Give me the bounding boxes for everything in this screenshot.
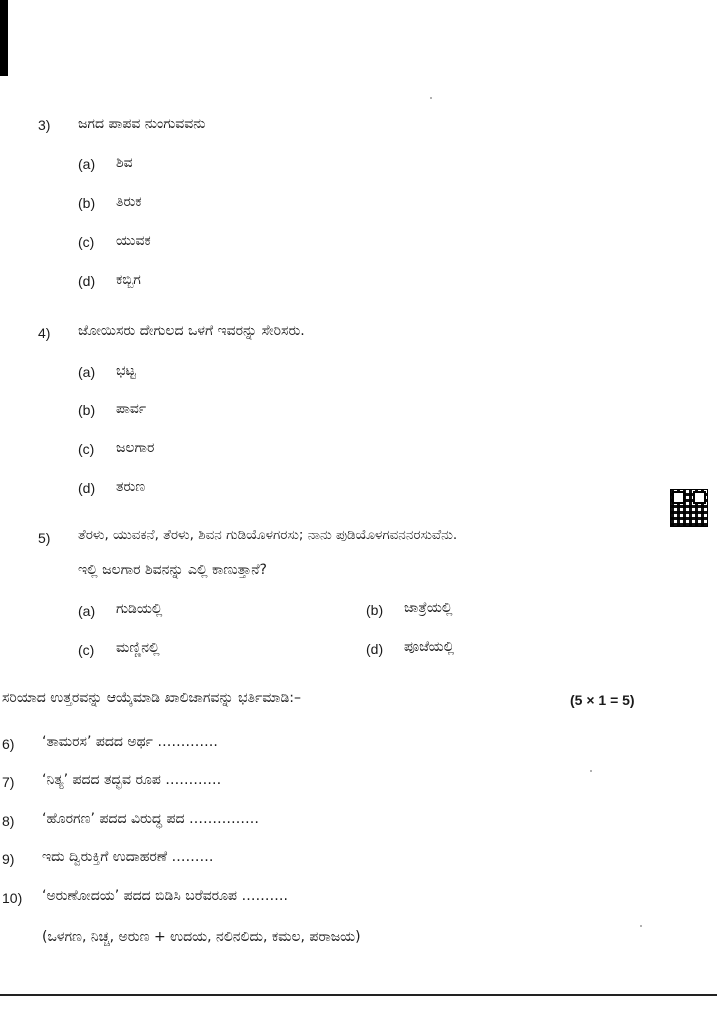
option-label: (d): [78, 273, 96, 289]
option-text: ಯುವಕ: [116, 233, 151, 249]
scan-speck: [640, 925, 642, 927]
question-text: ‘ಹೊರಗಣ’ ಪದದ ವಿರುದ್ಧ ಪದ ……………: [42, 811, 259, 827]
option-text: ಶಿವ: [116, 155, 133, 171]
question-number: 3): [38, 117, 51, 133]
question-text: ‘ನಿತ್ಯ’ ಪದದ ತದ್ಭವ ರೂಪ …………: [42, 772, 222, 788]
option-label: (c): [78, 234, 95, 250]
qr-code-icon: [670, 489, 708, 527]
question-text: ಇದು ದ್ವಿರುಕ್ತಿಗೆ ಉದಾಹರಣೆ ………: [42, 849, 214, 865]
question-number: 10): [2, 890, 23, 906]
question-text: ಜಗದ ಪಾಪವ ನುಂಗುವವನು: [78, 116, 206, 132]
page-margin-bar: [0, 0, 8, 76]
option-label: (b): [78, 402, 96, 418]
scan-speck: [590, 770, 592, 772]
scan-speck: [430, 97, 432, 99]
option-text: ಗುಡಿಯಲ್ಲಿ: [116, 601, 163, 617]
question-number: 8): [2, 813, 15, 829]
option-text: ತರುಣ: [116, 479, 146, 495]
option-label: (c): [78, 441, 95, 457]
option-text: ಪೂಜೆಯಲ್ಲಿ: [404, 639, 455, 655]
question-number: 4): [38, 325, 51, 341]
option-label: (c): [78, 642, 95, 658]
option-text: ಮಣ್ಣಿನಲ್ಲಿ: [116, 640, 160, 656]
option-label: (a): [78, 603, 96, 619]
option-text: ಭಟ್ಟ: [116, 363, 136, 379]
option-label: (b): [78, 195, 96, 211]
option-text: ಜಲಗಾರ: [116, 440, 155, 456]
option-label: (a): [78, 364, 96, 380]
option-text: ಕಬ್ಬಿಗ: [116, 272, 141, 288]
option-label: (d): [366, 641, 384, 657]
question-text: ‘ಅರುಣೋದಯ’ ಪದದ ಬಿಡಿಸಿ ಬರೆವರೂಪ ……….: [42, 888, 288, 904]
question-text: ತೆರಳು, ಯುವಕನೆ, ತೆರಳು, ಶಿವನ ಗುಡಿಯೊಳಗರಸು; ನಾನು ಪುಡಿಯೊಳಗವನನರಸುವೆನು.: [78, 527, 458, 543]
question-text: ಜೋಯಿಸರು ದೇಗುಲದ ಒಳಗೆ ಇವರನ್ನು ಸೇರಿಸರು.: [78, 323, 305, 339]
question-subtext: ಇಲ್ಲಿ ಜಲಗಾರ ಶಿವನನ್ನು ಎಲ್ಲಿ ಕಾಣುತ್ತಾನೆ?: [78, 562, 267, 578]
option-text: ಪಾರ್ವ: [116, 401, 147, 417]
option-label: (b): [366, 602, 384, 618]
option-label: (a): [78, 156, 96, 172]
question-number: 9): [2, 851, 15, 867]
section-marks: (5 × 1 = 5): [570, 692, 635, 708]
question-text: ‘ತಾಮರಸ’ ಪದದ ಅರ್ಥ ………….: [42, 734, 218, 750]
section-instruction: ಸರಿಯಾದ ಉತ್ತರವನ್ನು ಆಯ್ಕೆಮಾಡಿ ಖಾಲಿಜಾಗವನ್ನು ಭರ್ತಿಮಾಡಿ:–: [2, 690, 302, 706]
question-number: 6): [2, 736, 15, 752]
option-label: (d): [78, 480, 96, 496]
option-text: ಜಾತ್ರೆಯಲ್ಲಿ: [404, 600, 453, 616]
question-number: 7): [2, 774, 15, 790]
option-text: ತಿರುಕ: [116, 194, 142, 210]
bottom-rule: [0, 994, 717, 996]
question-number: 5): [38, 530, 51, 546]
word-bank: (ಒಳಗಣ, ನಿಚ್ಚ, ಅರುಣ + ಉದಯ, ನಲಿನಲಿದು, ಕಮಲ, ಪರಾಜಯ): [42, 929, 361, 945]
